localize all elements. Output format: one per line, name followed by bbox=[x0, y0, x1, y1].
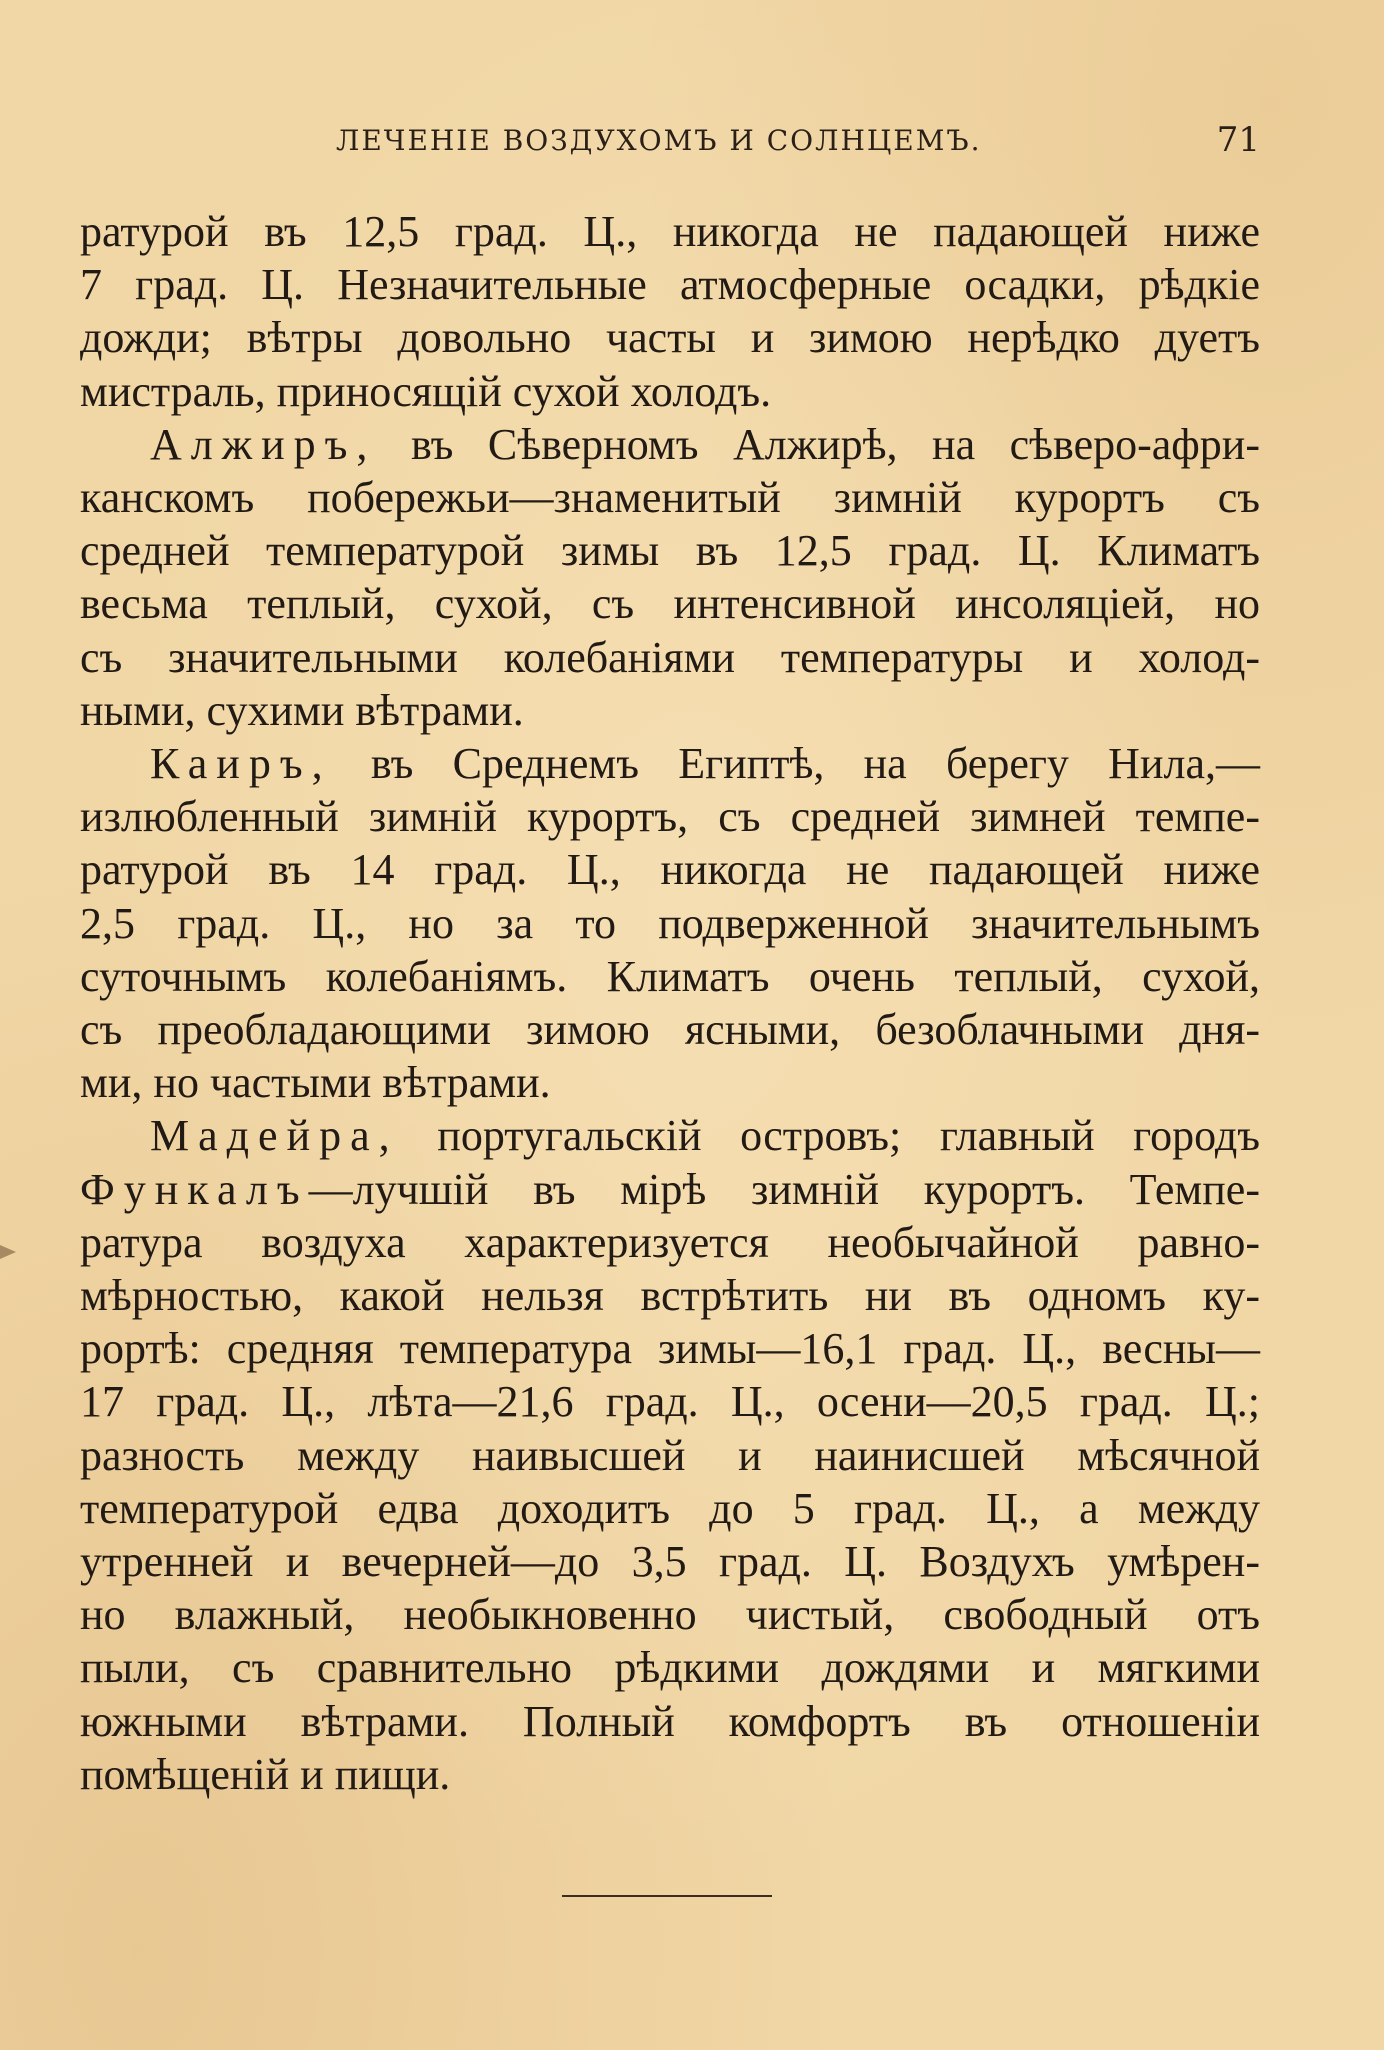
text-line: съ значительными колебаніями температуры и холод- bbox=[80, 632, 1260, 682]
text-line: ратурой въ 12,5 град. Ц., никогда не падающей ниже bbox=[80, 207, 1260, 256]
text-line: пыли, съ сравнительно рѣдкими дождями и мягкими bbox=[80, 1643, 1260, 1693]
text-line: канскомъ побережьи—знаменитый зимній курортъ съ bbox=[80, 473, 1260, 523]
text-fragment: въ Среднемъ Египтѣ, на берегу Нила,— bbox=[331, 739, 1260, 789]
text-line: съ преобладающими зимою ясными, безоблачными дня- bbox=[80, 1005, 1260, 1055]
text-line: южными вѣтрами. Полный комфортъ въ отношеніи bbox=[80, 1696, 1260, 1746]
text-line: утренней и вечерней—до 3,5 град. Ц. Воздухъ умѣрен- bbox=[80, 1537, 1260, 1587]
text-line: мистраль, приносящій сухой холодъ. bbox=[80, 366, 772, 416]
text-line: ратура воздуха характеризуется необычайной равно- bbox=[80, 1217, 1260, 1267]
text-line: суточнымъ колебаніямъ. Климатъ очень теплый, сухой, bbox=[80, 951, 1260, 1001]
text-line bbox=[80, 1163, 1260, 1216]
text-line: средней температурой зимы въ 12,5 град. Ц. Климатъ bbox=[80, 526, 1260, 576]
running-header bbox=[80, 118, 1260, 166]
paragraph-1 bbox=[80, 205, 1260, 418]
text-line bbox=[80, 1109, 1260, 1162]
place-name-cairo: Каиръ, bbox=[150, 739, 332, 789]
text-line: ратурой въ 14 град. Ц., никогда не падающей ниже bbox=[80, 845, 1260, 895]
text-line: рортѣ: средняя температура зимы—16,1 град. Ц., весны— bbox=[80, 1324, 1260, 1374]
margin-arrow-mark bbox=[0, 1245, 16, 1259]
text-line: 17 град. Ц., лѣта—21,6 град. Ц., осени—20,5 град. Ц.; bbox=[80, 1377, 1260, 1427]
running-title: ЛЕЧЕНІЕ ВОЗДУХОМЪ И СОЛНЦЕМЪ. bbox=[336, 124, 982, 157]
text-line: но влажный, необыкновенно чистый, свободный отъ bbox=[80, 1590, 1260, 1640]
text-fragment: —лучшій въ мірѣ зимній курортъ. Темпе- bbox=[308, 1164, 1260, 1214]
text-line: 7 град. Ц. Незначительные атмосферные осадки, рѣдкіе bbox=[80, 260, 1260, 310]
paragraph-cairo bbox=[80, 737, 1260, 1109]
page-number: 71 bbox=[1216, 120, 1260, 160]
place-name-madeira: Мадейра, bbox=[150, 1111, 399, 1161]
paragraph-algiers bbox=[80, 418, 1260, 737]
text-line bbox=[80, 418, 1260, 471]
place-name-funchal: Функалъ bbox=[80, 1164, 309, 1214]
text-line bbox=[80, 737, 1260, 790]
text-line: ми, но частыми вѣтрами. bbox=[80, 1058, 551, 1108]
body-text bbox=[80, 205, 1260, 1801]
text-line: весьма теплый, сухой, съ интенсивной инсоляціей, но bbox=[80, 579, 1260, 629]
text-fragment: въ Сѣверномъ Алжирѣ, на сѣверо-афри- bbox=[376, 419, 1260, 469]
place-name-algiers: Алжиръ, bbox=[150, 419, 377, 469]
text-line: ными, сухими вѣтрами. bbox=[80, 685, 524, 735]
end-of-section-rule bbox=[562, 1895, 772, 1897]
text-fragment: португальскій островъ; главный городъ bbox=[398, 1111, 1260, 1161]
paragraph-madeira bbox=[80, 1109, 1260, 1801]
text-line: разность между наивысшей и наинисшей мѣсячной bbox=[80, 1430, 1260, 1480]
text-line: излюбленный зимній курортъ, съ средней зимней темпе- bbox=[80, 792, 1260, 842]
text-line: помѣщеній и пищи. bbox=[80, 1749, 451, 1799]
text-line: дожди; вѣтры довольно часты и зимою нерѣдко дуетъ bbox=[80, 313, 1260, 363]
text-line: мѣрностью, какой нельзя встрѣтить ни въ одномъ ку- bbox=[80, 1271, 1260, 1321]
text-line: 2,5 град. Ц., но за то подверженной значительнымъ bbox=[80, 898, 1260, 948]
text-line: температурой едва доходитъ до 5 град. Ц., а между bbox=[80, 1483, 1260, 1533]
